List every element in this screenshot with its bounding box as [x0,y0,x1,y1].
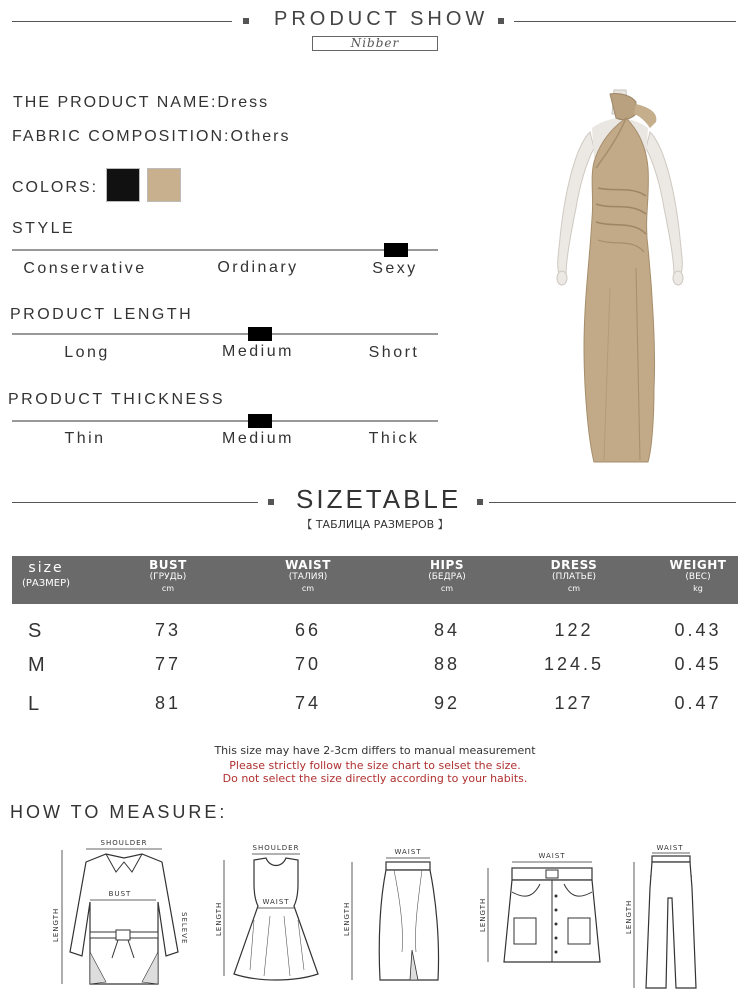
trousers-measure-diagram [622,838,712,996]
scale-option-ordinary: Ordinary [217,259,299,276]
label-length: LENGTH [343,901,351,936]
sizetable-line-left [12,502,258,503]
scale-marker-style [384,243,408,257]
scale-marker-length [248,327,272,341]
sizetable-dot-right [477,499,483,505]
label-length: LENGTH [479,897,487,932]
table-row: M 77 70 88 124.5 0.45 [28,654,722,676]
fabric-composition [12,128,290,146]
label-waist: WAIST [262,898,290,906]
table-row: L 81 74 92 127 0.47 [28,693,722,715]
product-image [540,88,700,468]
fabric-value: Others [230,128,291,145]
size-note: This size may have 2-3cm differs to manual measurement [214,744,536,757]
th-dress: DRESS (ПЛАТЬЕ) cm [550,558,598,593]
colors-label: COLORS: [12,179,99,196]
scale-marker-thickness [248,414,272,428]
sizetable-subtitle: 【 ТАБЛИЦА РАЗМЕРОВ 】 [301,518,449,531]
scale-option-thin: Thin [64,430,106,447]
label-length: LENGTH [215,901,223,936]
scale-option-conservative: Conservative [23,260,147,277]
product-name-label: THE PRODUCT NAME: [13,94,218,111]
size-warning-2: Do not select the size directly according to your habits. [222,772,528,785]
product-name-value: Dress [217,94,270,111]
page-title: PRODUCT SHOW [274,8,489,30]
scale-option-sexy: Sexy [372,260,418,277]
th-weight: WEIGHT (BEC) kg [669,558,727,593]
sizetable-dot-left [268,499,274,505]
th-hips: HIPS (БЕДРА) cm [428,558,466,593]
color-swatch-khaki[interactable] [147,168,181,202]
size-table [12,556,738,715]
sizetable-line-right [489,502,736,503]
scale-option-medium: Medium [222,343,294,360]
label-waist: WAIST [538,852,566,860]
brand-label: Nibber [312,36,438,51]
label-waist: WAIST [394,848,422,856]
label-shoulder: SHOULDER [252,844,300,852]
coat-measure-diagram [46,832,204,992]
header-dot-left [243,18,249,24]
product-name [13,94,269,112]
scale-line-thickness [12,420,438,422]
th-waist: WAIST (ТАЛИЯ) cm [285,558,331,593]
label-shoulder: SHOULDER [100,839,148,847]
table-row: S 73 66 84 122 0.43 [28,620,722,642]
scale-option-short: Short [368,344,420,361]
scale-option-long: Long [64,344,110,361]
skirt-measure-diagram [340,840,460,990]
fabric-label: FABRIC COMPOSITION: [12,128,231,145]
size-table-header [12,556,738,604]
scale-option-thick: Thick [368,430,420,447]
dress-measure-diagram [214,840,324,990]
header-line-left [12,21,232,22]
color-swatch-black[interactable] [106,168,140,202]
sizetable-title: SIZETABLE [296,484,462,514]
scale-line-length [12,333,438,335]
label-sleeve: SELEVE [180,912,188,945]
th-bust: BUST (ГРУДЬ) cm [149,558,187,593]
header-line-right [514,21,736,22]
scale-title-style: STYLE [12,220,76,237]
how-to-measure-title: HOW TO MEASURE: [10,802,228,822]
label-length: LENGTH [625,899,633,934]
th-size: size (РАЗМЕР) [21,560,71,589]
label-bust: BUST [108,890,132,898]
label-length: LENGTH [52,907,60,942]
header-dot-right [498,18,504,24]
size-warning-1: Please strictly follow the size chart to selset the size. [229,759,521,772]
scale-option-medium-thickness: Medium [222,430,294,447]
scale-title-thickness: PRODUCT THICKNESS [8,391,226,408]
denim-skirt-measure-diagram [474,844,614,984]
label-waist: WAIST [656,844,684,852]
scale-title-length: PRODUCT LENGTH [10,306,194,323]
scale-line-style [12,249,438,251]
